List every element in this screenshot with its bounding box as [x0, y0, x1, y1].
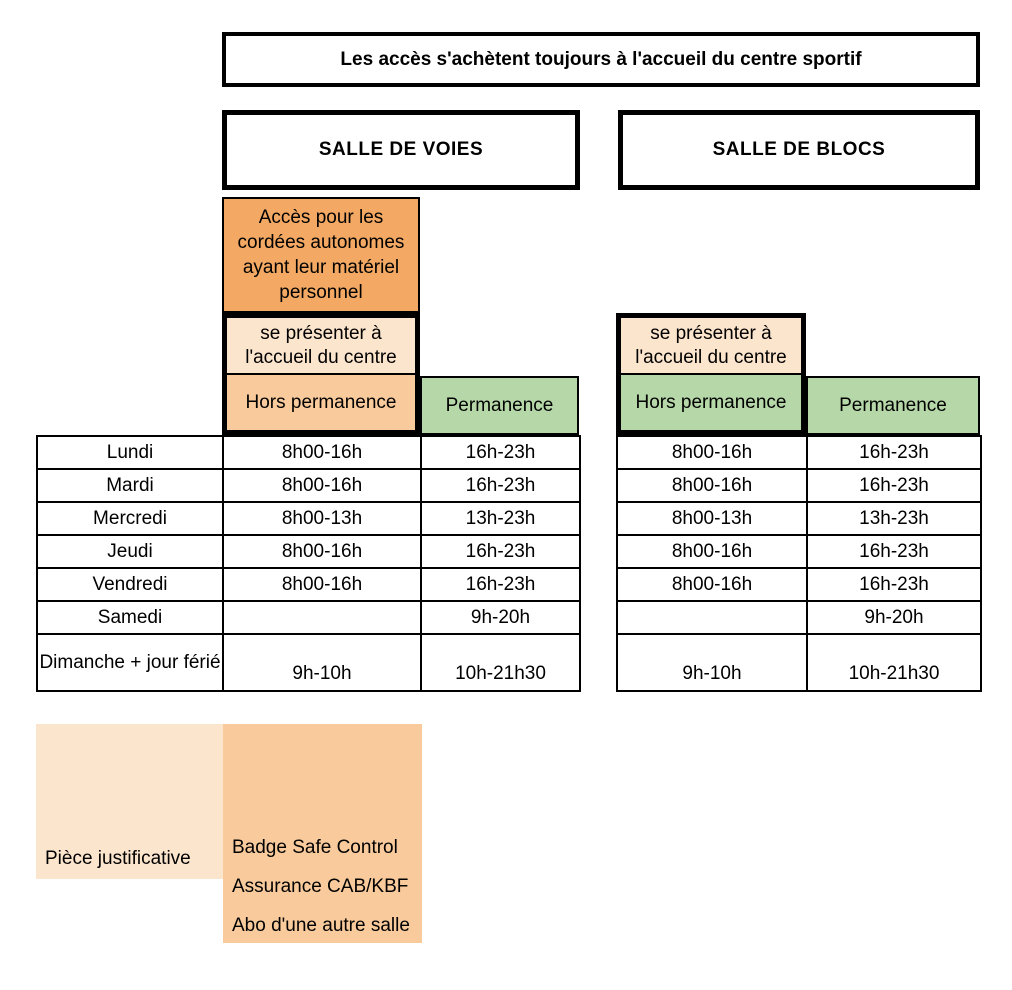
time-cell: 16h-23h — [808, 569, 982, 602]
salle-de-blocs-header: SALLE DE BLOCS — [618, 110, 980, 190]
time-cell: 13h-23h — [422, 503, 581, 536]
legend-label: Pièce justificative — [45, 848, 191, 869]
time-cell: 8h00-16h — [224, 569, 422, 602]
time-cell: 8h00-16h — [224, 470, 422, 503]
table-row — [618, 635, 982, 692]
time-cell: 9h-20h — [808, 602, 982, 635]
time-cell: 16h-23h — [422, 437, 581, 470]
time-cell: 16h-23h — [808, 437, 982, 470]
voies-hors-permanence-header: Hors permanence — [227, 375, 415, 430]
time-cell: 9h-20h — [422, 602, 581, 635]
legend-item: Abo d'une autre salle — [232, 915, 410, 936]
voies-permanence-header: Permanence — [420, 376, 579, 435]
legend-item: Badge Safe Control — [232, 837, 398, 858]
day-cell: Lundi — [38, 437, 224, 470]
table-row — [618, 503, 982, 536]
time-cell: 8h00-16h — [224, 437, 422, 470]
table-row — [38, 437, 581, 470]
table-row — [618, 569, 982, 602]
table-row — [618, 437, 982, 470]
voies-access-note: Accès pour les cordées autonomes ayant leur matériel personnel — [222, 197, 420, 313]
top-banner: Les accès s'achètent toujours à l'accueil du centre sportif — [222, 32, 980, 87]
table-row — [618, 536, 982, 569]
legend-label-box — [36, 724, 223, 879]
table-row — [38, 536, 581, 569]
blocs-header-group — [616, 313, 806, 435]
salle-de-voies-header: SALLE DE VOIES — [222, 110, 580, 190]
time-cell: 8h00-16h — [618, 569, 808, 602]
schedule-table-blocs — [616, 435, 982, 692]
time-cell: 13h-23h — [808, 503, 982, 536]
time-cell: 16h-23h — [422, 536, 581, 569]
time-cell — [224, 602, 422, 635]
day-cell: Dimanche + jour férié — [38, 635, 224, 692]
day-cell: Mardi — [38, 470, 224, 503]
time-cell: 8h00-16h — [618, 536, 808, 569]
blocs-reception-note: se présenter à l'accueil du centre — [621, 318, 801, 375]
time-cell: 8h00-16h — [224, 536, 422, 569]
time-cell: 8h00-13h — [224, 503, 422, 536]
time-cell: 10h-21h30 — [422, 635, 581, 692]
voies-header-group — [222, 313, 420, 435]
table-row — [38, 470, 581, 503]
blocs-hors-permanence-header: Hors permanence — [621, 375, 801, 430]
time-cell: 9h-10h — [224, 635, 422, 692]
day-cell: Mercredi — [38, 503, 224, 536]
table-row — [618, 602, 982, 635]
time-cell: 16h-23h — [808, 470, 982, 503]
day-cell: Jeudi — [38, 536, 224, 569]
time-cell: 16h-23h — [808, 536, 982, 569]
blocs-permanence-header: Permanence — [806, 376, 980, 435]
time-cell: 9h-10h — [618, 635, 808, 692]
legend-item: Assurance CAB/KBF — [232, 876, 409, 897]
time-cell: 10h-21h30 — [808, 635, 982, 692]
schedule-table-voies — [36, 435, 581, 692]
day-cell: Vendredi — [38, 569, 224, 602]
time-cell: 8h00-13h — [618, 503, 808, 536]
table-row — [618, 470, 982, 503]
table-row — [38, 602, 581, 635]
time-cell: 16h-23h — [422, 470, 581, 503]
time-cell: 8h00-16h — [618, 437, 808, 470]
time-cell — [618, 602, 808, 635]
table-row — [38, 569, 581, 602]
voies-reception-note: se présenter à l'accueil du centre — [227, 318, 415, 375]
time-cell: 8h00-16h — [618, 470, 808, 503]
legend-items-box — [223, 724, 422, 943]
time-cell: 16h-23h — [422, 569, 581, 602]
day-cell: Samedi — [38, 602, 224, 635]
table-row — [38, 503, 581, 536]
table-row — [38, 635, 581, 692]
